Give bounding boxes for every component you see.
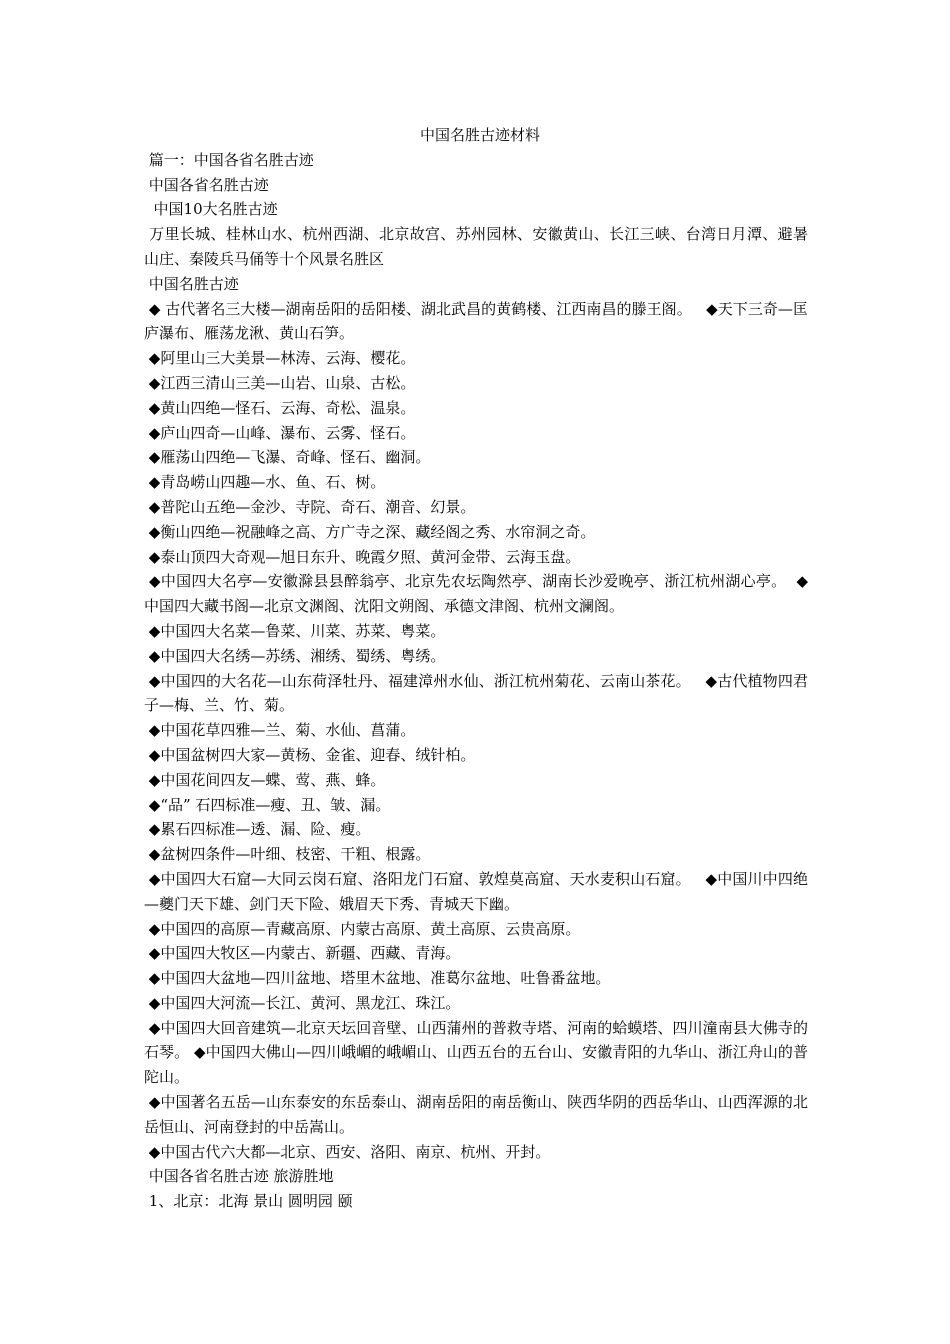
bullet-item: ◆雁荡山四绝—飞瀑、奇峰、怪石、幽洞。 bbox=[144, 448, 431, 467]
bullet-item: ◆中国古代六大都—北京、西安、洛阳、南京、杭州、开封。 bbox=[144, 1142, 551, 1161]
heading-chapter-one: 篇一：中国各省名胜古迹 bbox=[144, 150, 314, 169]
bullet-item: ◆中国盆树四大家—黄杨、金雀、迎春、绒针柏。 bbox=[144, 745, 476, 764]
heading-tourist-sites: 中国各省名胜古迹 旅游胜地 bbox=[144, 1167, 334, 1186]
heading-provinces: 中国各省名胜古迹 bbox=[144, 175, 269, 194]
bullet-item: ◆普陀山五绝—金沙、寺院、奇石、潮音、幻景。 bbox=[144, 497, 476, 516]
heading-famous-sites: 中国名胜古迹 bbox=[144, 274, 239, 293]
bullet-item: ◆中国著名五岳—山东泰安的东岳泰山、湖南岳阳的南岳衡山、陕西华阴的西岳华山、山西浑源的北岳恒山、河南登封的中岳嵩山。 bbox=[144, 1093, 808, 1136]
bullet-item: ◆累石四标准—透、漏、险、瘦。 bbox=[144, 820, 371, 839]
bullet-item: ◆中国四大河流—长江、黄河、黑龙江、珠江。 bbox=[144, 993, 461, 1012]
bullet-item: ◆中国四大牧区—内蒙古、新疆、西藏、青海。 bbox=[144, 944, 461, 963]
bullet-item: ◆“品” 石四标准—瘦、丑、皱、漏。 bbox=[144, 795, 391, 814]
bullet-item: ◆中国四大盆地—四川盆地、塔里木盆地、准葛尔盆地、吐鲁番盆地。 bbox=[144, 969, 611, 988]
bullet-item: ◆中国花草四雅—兰、菊、水仙、菖蒲。 bbox=[144, 721, 416, 740]
bullet-item: ◆中国四大名绣—苏绣、湘绣、蜀绣、粤绣。 bbox=[144, 646, 446, 665]
bullet-item: ◆中国四大名菜—鲁菜、川菜、苏菜、粤菜。 bbox=[144, 621, 446, 640]
bullet-item: ◆盆树四条件—叶细、枝密、干粗、根露。 bbox=[144, 845, 431, 864]
bullet-item: ◆中国四大石窟—大同云岗石窟、洛阳龙门石窟、敦煌莫高窟、天水麦积山石窟。 ◆中国川中四绝—夔门天下雄、剑门天下险、娥眉天下秀、青城天下幽。 bbox=[144, 869, 808, 913]
bullet-item: ◆衡山四绝—祝融峰之高、方广寺之深、藏经阁之秀、水帘洞之奇。 bbox=[144, 522, 596, 541]
document-body bbox=[144, 148, 808, 1214]
bullet-item: ◆ 古代著名三大楼—湖南岳阳的岳阳楼、湖北武昌的黄鹤楼、江西南昌的滕王阁。 ◆天下三奇—匡庐瀑布、雁荡龙湫、黄山石笋。 bbox=[144, 299, 808, 343]
document-page bbox=[144, 123, 808, 1214]
list-item-beijing: 1、北京：北海 景山 圆明园 颐 bbox=[144, 1192, 353, 1211]
bullet-item: ◆中国四的高原—青藏高原、内蒙古高原、黄土高原、云贵高原。 bbox=[144, 919, 581, 938]
bullet-item: ◆江西三清山三美—山岩、山泉、古松。 bbox=[144, 373, 416, 392]
bullet-item: ◆中国四的大名花—山东荷泽牡丹、福建漳州水仙、浙江杭州菊花、云南山茶花。 ◆古代植物四君子—梅、兰、竹、菊。 bbox=[144, 671, 808, 715]
bullet-item: ◆中国四大回音建筑—北京天坛回音壁、山西蒲州的普救寺塔、河南的蛤蟆塔、四川潼南县大佛寺的石琴。 ◆中国四大佛山—四川峨嵋的峨嵋山、山西五台的五台山、安徽青阳的九华山、浙江舟山的普陀山。 bbox=[144, 1018, 808, 1087]
document-title: 中国名胜古迹材料 bbox=[419, 126, 540, 144]
bullet-item: ◆黄山四绝—怪石、云海、奇松、温泉。 bbox=[144, 398, 416, 417]
heading-top-ten: 中国10大名胜古迹 bbox=[144, 200, 278, 219]
bullet-item: ◆阿里山三大美景—林涛、云海、樱花。 bbox=[144, 349, 416, 368]
bullet-item: ◆青岛崂山四趣—水、鱼、石、树。 bbox=[144, 473, 386, 492]
paragraph-top-ten-list: 万里长城、桂林山水、杭州西湖、北京故宫、苏州园林、安徽黄山、长江三峡、台湾日月潭、避暑山庄、秦陵兵马俑等十个风景名胜区 bbox=[144, 225, 808, 268]
bullet-item: ◆中国花间四友—蝶、莺、燕、蜂。 bbox=[144, 770, 386, 789]
bullet-item: ◆泰山顶四大奇观—旭日东升、晚霞夕照、黄河金带、云海玉盘。 bbox=[144, 547, 581, 566]
bullet-item: ◆中国四大名亭—安徽滁县县醉翁亭、北京先农坛陶然亭、湖南长沙爱晚亭、浙江杭州湖心亭。 ◆中国四大藏书阁—北京文渊阁、沈阳文朔阁、承德文津阁、杭州文澜阁。 bbox=[144, 572, 808, 616]
bullet-item: ◆庐山四奇—山峰、瀑布、云雾、怪石。 bbox=[144, 423, 416, 442]
